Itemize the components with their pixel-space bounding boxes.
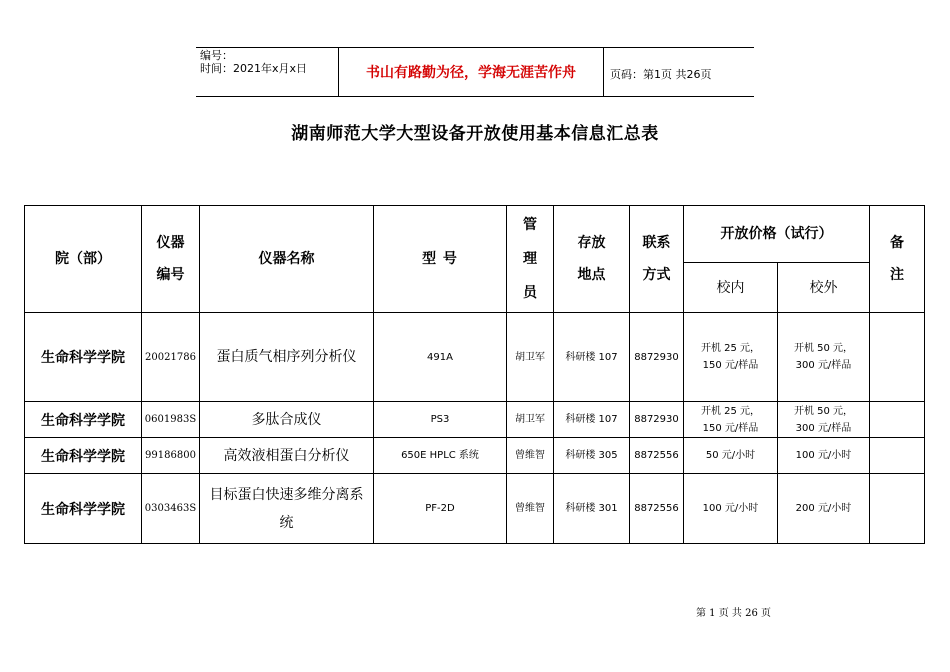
header-unit: 院（部） xyxy=(25,206,142,313)
table-row xyxy=(25,402,925,438)
cell-name: 多肽合成仪 xyxy=(200,402,374,438)
document-time-label: 时间：2021年x月x日 xyxy=(200,62,308,75)
cell-manager: 曾维智 xyxy=(507,474,554,544)
header-bottom-rule xyxy=(196,96,754,97)
cell-manager: 胡卫军 xyxy=(507,313,554,402)
equipment-table xyxy=(24,205,925,544)
cell-price-outside: 200 元/小时 xyxy=(778,474,870,544)
cell-location: 科研楼 305 xyxy=(554,438,630,474)
cell-model: 491A xyxy=(374,313,507,402)
header-top-rule xyxy=(196,47,754,48)
document-number-label: 编号： xyxy=(200,49,233,62)
cell-name: 目标蛋白快速多维分离系统 xyxy=(200,474,374,544)
cell-location: 科研楼 107 xyxy=(554,313,630,402)
header-price: 开放价格（试行） xyxy=(684,206,870,263)
header-remark: 备注 xyxy=(870,206,925,313)
header-divider-left xyxy=(338,47,339,97)
header-code: 仪器编号 xyxy=(142,206,200,313)
header-location: 存放地点 xyxy=(554,206,630,313)
cell-contact: 8872556 xyxy=(630,474,684,544)
cell-price-inside: 开机 25 元，150 元/样品 xyxy=(684,313,778,402)
cell-price-inside: 100 元/小时 xyxy=(684,474,778,544)
table-row xyxy=(25,313,925,402)
cell-code: 0303463S xyxy=(142,474,200,544)
header-meta xyxy=(200,49,307,75)
header-manager: 管理员 xyxy=(507,206,554,313)
cell-unit: 生命科学学院 xyxy=(25,313,142,402)
cell-code: 99186800 xyxy=(142,438,200,474)
cell-name: 高效液相蛋白分析仪 xyxy=(200,438,374,474)
cell-code: 0601983S xyxy=(142,402,200,438)
cell-price-outside: 开机 50 元，300 元/样品 xyxy=(778,402,870,438)
cell-remark xyxy=(870,402,925,438)
cell-location: 科研楼 107 xyxy=(554,402,630,438)
cell-contact: 8872556 xyxy=(630,438,684,474)
header-inside: 校内 xyxy=(684,263,778,313)
cell-remark xyxy=(870,438,925,474)
cell-model: 650E HPLC 系统 xyxy=(374,438,507,474)
header-page-info: 页码：第1页 共26页 xyxy=(610,68,712,81)
header-outside: 校外 xyxy=(778,263,870,313)
cell-manager: 胡卫军 xyxy=(507,402,554,438)
cell-name: 蛋白质气相序列分析仪 xyxy=(200,313,374,402)
footer-page-number: 第 1 页 共 26 页 xyxy=(696,608,771,619)
header-contact: 联系方式 xyxy=(630,206,684,313)
header-model: 型 号 xyxy=(374,206,507,313)
cell-location: 科研楼 301 xyxy=(554,474,630,544)
cell-price-inside: 50 元/小时 xyxy=(684,438,778,474)
table-row xyxy=(25,474,925,544)
cell-manager: 曾维智 xyxy=(507,438,554,474)
header-motto: 书山有路勤为径，学海无涯苦作舟 xyxy=(366,65,576,81)
cell-unit: 生命科学学院 xyxy=(25,438,142,474)
header-divider-right xyxy=(603,47,604,97)
cell-price-outside: 100 元/小时 xyxy=(778,438,870,474)
document-title: 湖南师范大学大型设备开放使用基本信息汇总表 xyxy=(291,124,659,144)
cell-model: PS3 xyxy=(374,402,507,438)
header-name: 仪器名称 xyxy=(200,206,374,313)
cell-price-inside: 开机 25 元，150 元/样品 xyxy=(684,402,778,438)
cell-contact: 8872930 xyxy=(630,313,684,402)
cell-price-outside: 开机 50 元，300 元/样品 xyxy=(778,313,870,402)
table-row xyxy=(25,438,925,474)
cell-remark xyxy=(870,313,925,402)
cell-unit: 生命科学学院 xyxy=(25,402,142,438)
cell-unit: 生命科学学院 xyxy=(25,474,142,544)
cell-contact: 8872930 xyxy=(630,402,684,438)
cell-code: 20021786 xyxy=(142,313,200,402)
cell-remark xyxy=(870,474,925,544)
cell-model: PF-2D xyxy=(374,474,507,544)
